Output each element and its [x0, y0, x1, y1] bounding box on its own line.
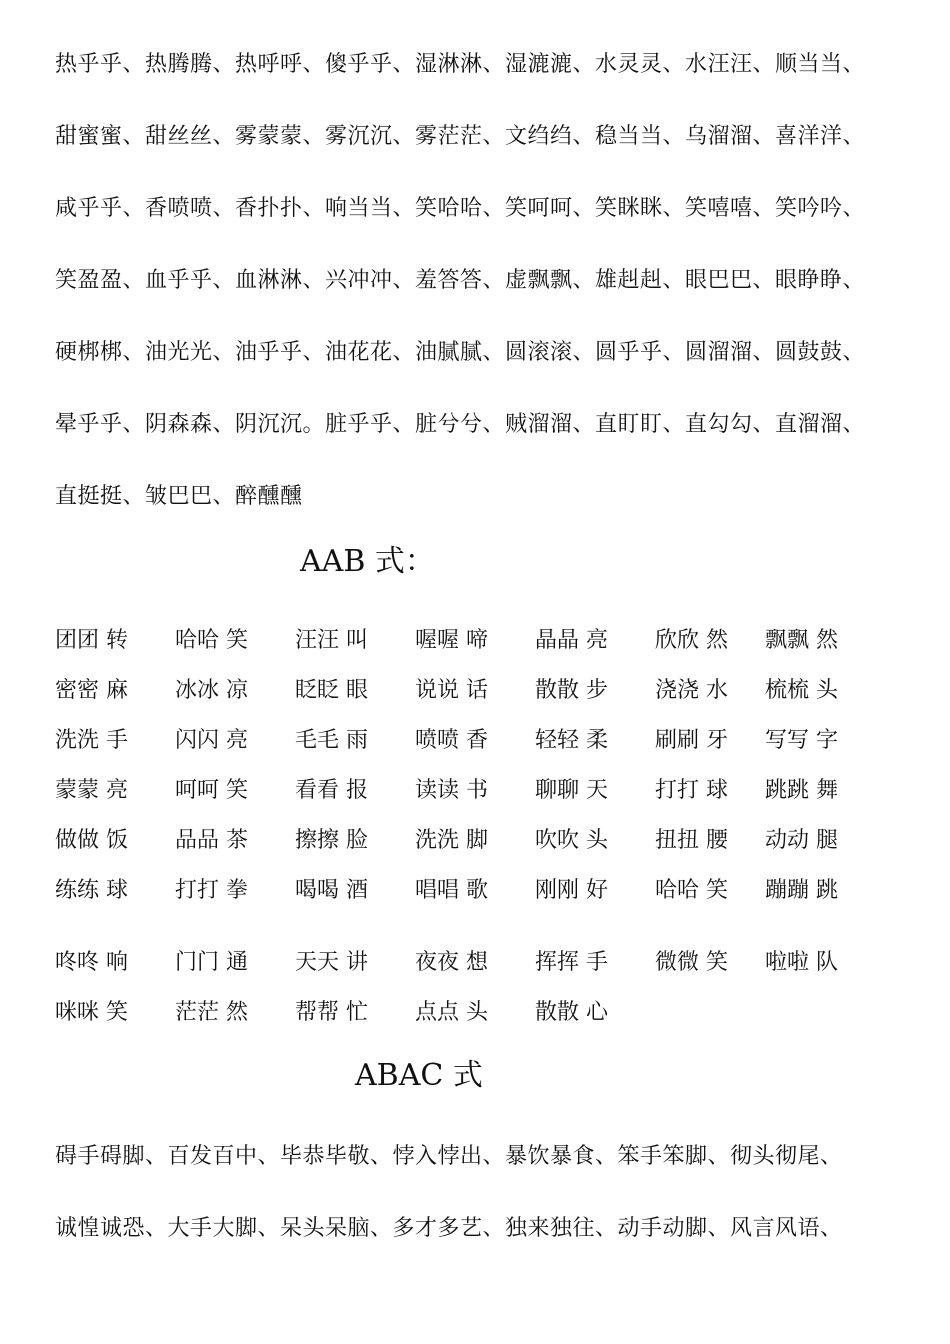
aab-word: 晶晶 亮	[535, 628, 608, 653]
aab-word: 散散 心	[535, 1000, 608, 1025]
aab-word: 品品 茶	[175, 828, 248, 853]
aab-word: 冰冰 凉	[175, 678, 248, 703]
aab-word: 练练 球	[55, 878, 128, 903]
text-line: 晕乎乎、阴森森、阴沉沉。脏乎乎、脏兮兮、贼溜溜、直盯盯、直勾勾、直溜溜、	[55, 412, 866, 437]
aab-word: 眨眨 眼	[295, 678, 368, 703]
aab-word: 唱唱 歌	[415, 878, 488, 903]
text-line: 甜蜜蜜、甜丝丝、雾蒙蒙、雾沉沉、雾茫茫、文绉绉、稳当当、乌溜溜、喜洋洋、	[55, 124, 866, 149]
aab-word: 洗洗 手	[55, 728, 128, 753]
aab-word: 梳梳 头	[765, 678, 838, 703]
text-line: 硬梆梆、油光光、油乎乎、油花花、油腻腻、圆滚滚、圆乎乎、圆溜溜、圆鼓鼓、	[55, 340, 866, 365]
aab-word: 擦擦 脸	[295, 828, 368, 853]
aab-word: 吹吹 头	[535, 828, 608, 853]
aab-word: 打打 拳	[175, 878, 248, 903]
text-line: 咸乎乎、香喷喷、香扑扑、响当当、笑哈哈、笑呵呵、笑眯眯、笑嘻嘻、笑吟吟、	[55, 196, 866, 221]
aab-word: 蹦蹦 跳	[765, 878, 838, 903]
aab-word: 写写 字	[765, 728, 838, 753]
aab-word: 帮帮 忙	[295, 1000, 368, 1025]
text-line: 直挺挺、皱巴巴、醉醺醺	[55, 484, 303, 509]
aab-word: 哈哈 笑	[175, 628, 248, 653]
aab-word: 挥挥 手	[535, 950, 608, 975]
aab-word: 洗洗 脚	[415, 828, 488, 853]
aab-word: 飘飘 然	[765, 628, 838, 653]
aab-word: 闪闪 亮	[175, 728, 248, 753]
aab-word: 说说 话	[415, 678, 488, 703]
text-line: 诚惶诚恐、大手大脚、呆头呆脑、多才多艺、独来独往、动手动脚、风言风语、	[55, 1216, 843, 1241]
text-line: 热乎乎、热腾腾、热呼呼、傻乎乎、湿淋淋、湿漉漉、水灵灵、水汪汪、顺当当、	[55, 52, 866, 77]
aab-word: 密密 麻	[55, 678, 128, 703]
text-line: 碍手碍脚、百发百中、毕恭毕敬、悖入悖出、暴饮暴食、笨手笨脚、彻头彻尾、	[55, 1144, 843, 1169]
aab-word: 散散 步	[535, 678, 608, 703]
aab-word: 刚刚 好	[535, 878, 608, 903]
aab-word: 动动 腿	[765, 828, 838, 853]
aab-word: 咪咪 笑	[55, 1000, 128, 1025]
aab-word: 做做 饭	[55, 828, 128, 853]
aab-word: 夜夜 想	[415, 950, 488, 975]
aab-word: 扭扭 腰	[655, 828, 728, 853]
aab-word: 呵呵 笑	[175, 778, 248, 803]
aab-word: 喷喷 香	[415, 728, 488, 753]
aab-word: 跳跳 舞	[765, 778, 838, 803]
aab-word: 浇浇 水	[655, 678, 728, 703]
aab-word: 啦啦 队	[765, 950, 838, 975]
section-heading-abac: ABAC 式	[355, 1058, 483, 1093]
text-line: 笑盈盈、血乎乎、血淋淋、兴冲冲、羞答答、虚飘飘、雄赳赳、眼巴巴、眼睁睁、	[55, 268, 866, 293]
aab-word: 喔喔 啼	[415, 628, 488, 653]
aab-word: 微微 笑	[655, 950, 728, 975]
aab-word: 蒙蒙 亮	[55, 778, 128, 803]
aab-word: 哈哈 笑	[655, 878, 728, 903]
aab-word: 点点 头	[415, 1000, 488, 1025]
aab-word: 欣欣 然	[655, 628, 728, 653]
aab-word: 毛毛 雨	[295, 728, 368, 753]
aab-word: 咚咚 响	[55, 950, 128, 975]
aab-word: 打打 球	[655, 778, 728, 803]
aab-word: 门门 通	[175, 950, 248, 975]
aab-word: 天天 讲	[295, 950, 368, 975]
aab-word: 看看 报	[295, 778, 368, 803]
aab-word: 汪汪 叫	[295, 628, 368, 653]
aab-word: 喝喝 酒	[295, 878, 368, 903]
aab-word: 读读 书	[415, 778, 488, 803]
section-heading-aab: AAB 式：	[300, 544, 435, 579]
aab-word: 聊聊 天	[535, 778, 608, 803]
aab-word: 轻轻 柔	[535, 728, 608, 753]
aab-word: 茫茫 然	[175, 1000, 248, 1025]
aab-word: 刷刷 牙	[655, 728, 728, 753]
aab-word: 团团 转	[55, 628, 128, 653]
